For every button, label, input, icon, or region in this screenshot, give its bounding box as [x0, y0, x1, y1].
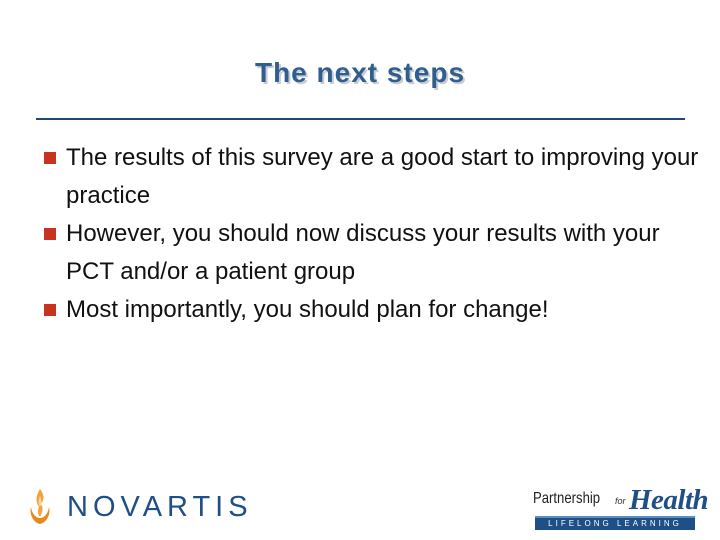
- square-bullet-icon: [44, 152, 56, 164]
- square-bullet-icon: [44, 228, 56, 240]
- bullet-list: [44, 139, 704, 329]
- bullet-text: Most importantly, you should plan for change!: [66, 296, 549, 323]
- logo-health-text: Health: [629, 484, 709, 516]
- logo-for-text: for: [615, 496, 626, 506]
- bullet-text: However, you should now discuss your results with your PCT and/or a patient group: [66, 220, 660, 285]
- title-divider: [36, 118, 685, 120]
- bullet-text: The results of this survey are a good start to improving your practice: [66, 144, 699, 209]
- logo-partnership-text: Partnership: [533, 490, 601, 507]
- bullet-item: [44, 215, 704, 291]
- slide-title: The next steps: [254, 57, 466, 88]
- square-bullet-icon: [44, 304, 56, 316]
- partnership-for-health-logo: [533, 484, 709, 529]
- logo-tagline-bar: [535, 516, 695, 530]
- novartis-flame-icon: [27, 487, 53, 527]
- bullet-item: [44, 291, 704, 329]
- logo-tagline-text: LIFELONG LEARNING: [548, 519, 682, 528]
- novartis-wordmark: NOVARTIS: [67, 490, 253, 523]
- bullet-item: [44, 139, 704, 215]
- novartis-logo: [27, 486, 253, 528]
